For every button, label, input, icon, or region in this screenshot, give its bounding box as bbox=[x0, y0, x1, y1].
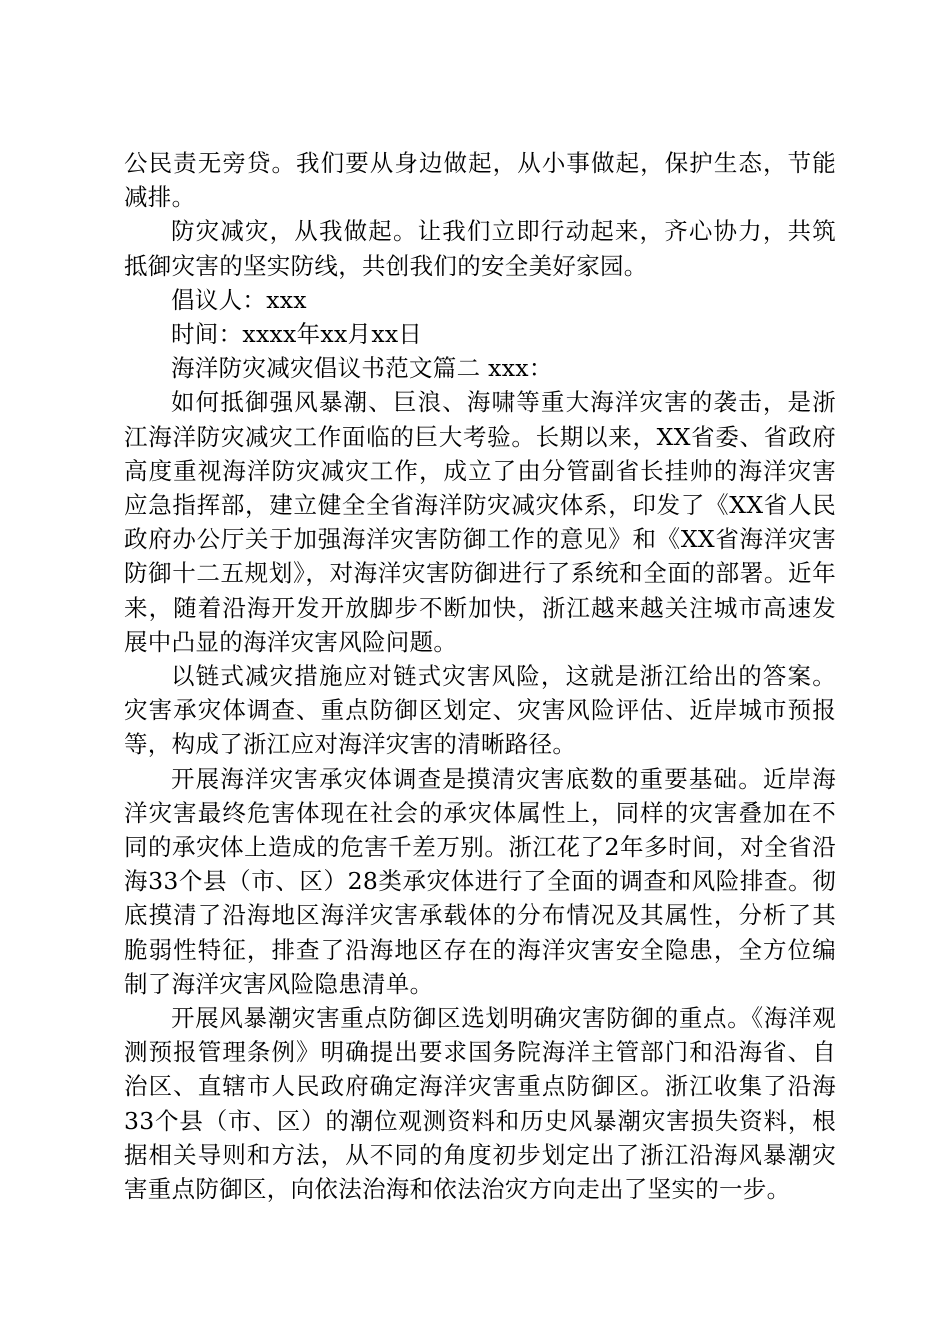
paragraph-intro: 如何抵御强风暴潮、巨浪、海啸等重大海洋灾害的袭击，是浙江海洋防灾减灾工作面临的巨大考验。长期以来，XX省委、省政府高度重视海洋防灾减灾工作，成立了由分管副省长挂帅的海洋灾害应急指挥部，建立健全全省海洋防灾减灾体系，印发了《XX省人民政府办公厅关于加强海洋灾害防御工作的意见》和《XX省海洋灾害防御十二五规划》，对海洋灾害防御进行了系统和全面的部署。近年来，随着沿海开发开放脚步不断加快，浙江越来越关注城市高速发展中凸显的海洋灾害风险问题。 bbox=[124, 388, 836, 656]
paragraph-chain-measures: 以链式减灾措施应对链式灾害风险，这就是浙江给出的答案。灾害承灾体调查、重点防御区划定、灾害风险评估、近岸城市预报等，构成了浙江应对海洋灾害的清晰路径。 bbox=[124, 662, 836, 759]
paragraph-defense-zone: 开展风暴潮灾害重点防御区选划明确灾害防御的重点。《海洋观测预报管理条例》明确提出要求国务院海洋主管部门和沿海省、自治区、直辖市人民政府确定海洋灾害重点防御区。浙江收集了沿海33个县（市、区）的潮位观测资料和历史风暴潮灾害损失资料，根据相关导则和方法，从不同的角度初步划定出了浙江沿海风暴潮灾害重点防御区，向依法治海和依法治灾方向走出了坚实的一步。 bbox=[124, 1004, 836, 1204]
paragraph-survey: 开展海洋灾害承灾体调查是摸清灾害底数的重要基础。近岸海洋灾害最终危害体现在社会的承灾体属性上，同样的灾害叠加在不同的承灾体上造成的危害千差万别。浙江花了2年多时间，对全省沿海33个县（市、区）28类承灾体进行了全面的调查和风险排查。彻底摸清了沿海地区海洋灾害承载体的分布情况及其属性，分析了其脆弱性特征，排查了沿海地区存在的海洋灾害安全隐患，全方位编制了海洋灾害风险隐患清单。 bbox=[124, 764, 836, 998]
document-body bbox=[124, 146, 836, 1206]
paragraph-call-to-action: 防灾减灾，从我做起。让我们立即行动起来，齐心协力，共筑抵御灾害的坚实防线，共创我们的安全美好家园。 bbox=[124, 217, 836, 280]
date-line: 时间：xxxx年xx月xx日 bbox=[171, 320, 423, 349]
section-heading: 海洋防灾减灾倡议书范文篇二 xxx： bbox=[171, 354, 553, 383]
initiator-line: 倡议人：xxx bbox=[171, 285, 307, 314]
paragraph-continuation: 公民责无旁贷。我们要从身边做起，从小事做起，保护生态，节能减排。 bbox=[124, 149, 836, 212]
